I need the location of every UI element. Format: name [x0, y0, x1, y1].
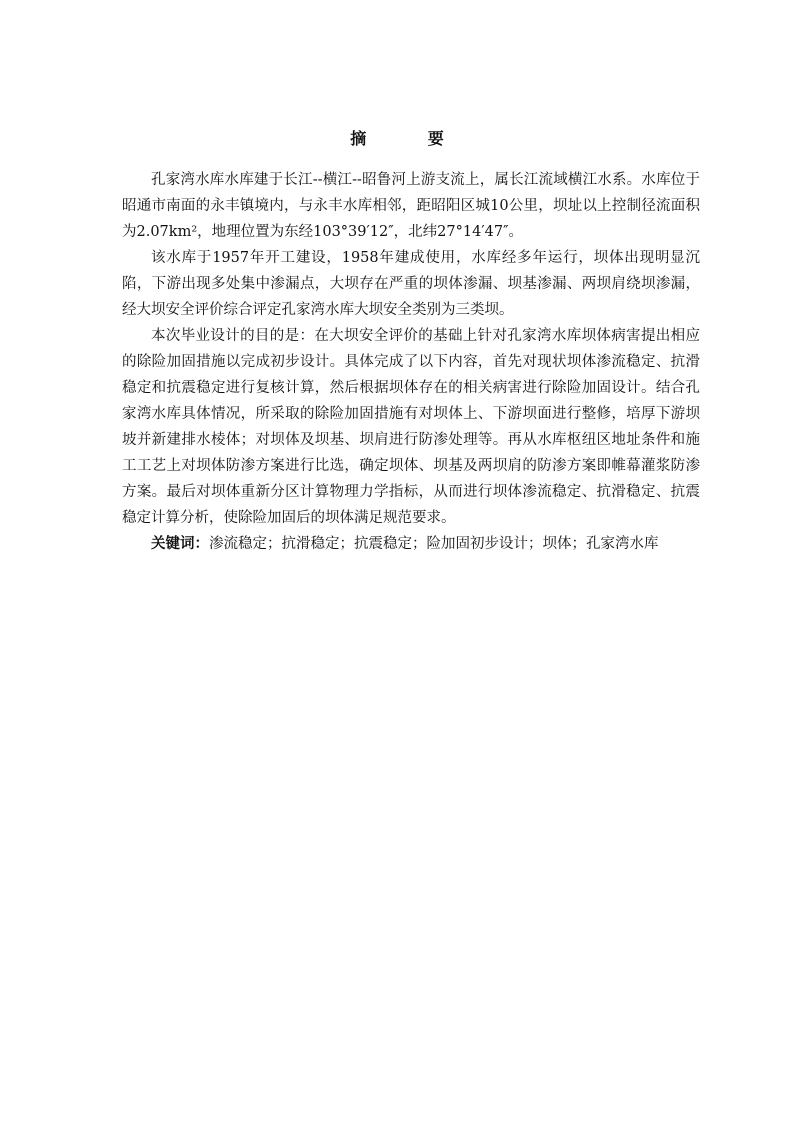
paragraph-2: 该水库于1957年开工建设，1958年建成使用，水库经多年运行，坝体出现明显沉陷，下游出现多处集中渗漏点，大坝存在严重的坝体渗漏、坝基渗漏、两坝肩绕坝渗漏，经大坝安全评价综合评定孔家湾水库大坝安全类别为三类坝。 [122, 250, 700, 318]
paragraph-3: 本次毕业设计的目的是：在大坝安全评价的基础上针对孔家湾水库坝体病害提出相应的除险加固措施以完成初步设计。具体完成了以下内容，首先对现状坝体渗流稳定、抗滑稳定和抗震稳定进行复核计算，然后根据坝体存在的相关病害进行除险加固设计。结合孔家湾水库具体情况，所采取的除险加固措施有对坝体上、下游坝面进行整修，培厚下游坝坡并新建排水棱体；对坝体及坝基、坝肩进行防渗处理等。再从水库枢纽区地址条件和施工工艺上对坝体防渗方案进行比选，确定坝体、坝基及两坝肩的防渗方案即帷幕灌浆防渗方案。最后对坝体重新分区计算物理力学指标，从而进行坝体渗流稳定、抗滑稳定、抗震稳定计算分析，使除险加固后的坝体满足规范要求。 [122, 328, 700, 526]
paragraph-1: 孔家湾水库水库建于长江--横江--昭鲁河上游支流上，属长江流域横江水系。水库位于昭通市南面的永丰镇境内，与永丰水库相邻，距昭阳区城10公里，坝址以上控制径流面积为2.07km²，地理位置为东经103°39′12″，北纬27°14′47″。 [122, 172, 700, 240]
page-title: 摘 要 [350, 129, 472, 148]
keywords-text: 渗流稳定；抗滑稳定；抗震稳定；险加固初步设计；坝体；孔家湾水库 [209, 536, 659, 552]
keywords-line [122, 531, 700, 557]
keywords-label: 关键词： [151, 535, 209, 552]
abstract-body [122, 167, 700, 557]
